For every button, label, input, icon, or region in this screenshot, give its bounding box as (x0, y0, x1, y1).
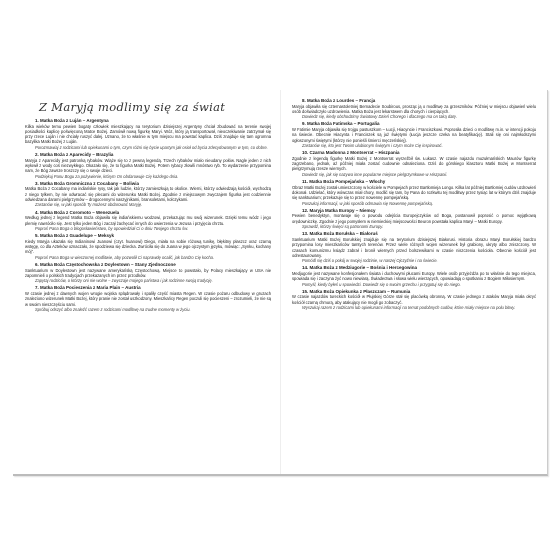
entry-body: W czasie najazdów tureckich kościół w Płujskiej Górze stał się placówką obronną. W czasie jednego z ataków Maryja miała okryć kościół czarną chmurą, aby atakujący nie mogli go zobaczyć. (292, 294, 536, 305)
entry-prayer: Spróbuj odszyć albo znaleźć razem z rodzicami modlitwę na trudne momenty w życiu. (35, 306, 191, 312)
left-page (25, 98, 271, 314)
entry-body: Według jednej z legend Matka Boża objawiła się indiańskiemu wodzowi, przekazując mu swój wizerunek. Dzięki temu wódz i jego plemię nawróciło się. Jest tylko jeden Bóg i zaczął żachęcać innych do uwierzenia w Jezusa i przyjęcia chrztu. (25, 215, 271, 226)
entry-prayer: Sprawdź, którzy święci są patronami Europy. (302, 224, 384, 230)
entry-body: Pewien benedyktyn, montwaje się o powodu odejścia Europejczyków od Boga, postanowił poprosić o pomoc wyjątkową orędowniczkę. Zgodnie z jego pomysłem w niemieckiej miejscowości Beuron powstała kaplica Maryi – Matki Europy. (292, 213, 536, 224)
entry-title: 14. Matka Boża z Medziugorie – Bośnia i Hercegowina (302, 265, 418, 271)
entry-body: W czasie jednej z dawnych wojen wrogie wojska splądrowały i spaliły część miasta Regen. W czasie pożaru odbudowy w gruzach znaleziono wizerunek Matki Bożej, który pranie nie został uszkodzony. Mieszkańcy Regen poczuli się pocieszeni – zrozumieli, że nie są w swoim nieszczęściu sami. (25, 290, 271, 307)
entry-body: Maryja z Aparecidy jest patronką rybaków. Wiąże się to z pewną legendą. Trzech rybaków miało nieudany połów. Nagle jeden z nich wyłowił z wody coś niezwykłego. Okazało się, że to figurka Matki Bożej. Potem rybacy złowili mnóstwo ryb. To wydarzenie przypomina nam, że Bóg zawsze troszczy się o swoje dzieci. (25, 157, 271, 174)
list-item (25, 181, 271, 208)
entry-body: Kiedy Maryja ukazała się Indianinowi Juanowi (czyt. huanowi) Diego, miała na sobie różową tunikę, błękitny płaszcz oraz czarną wstęgę, co dla Azteków oznaczało, że spodziewa się dziecka. Zwróciła się do Juana w jego ojczystym języku, mówiąc: „Synku, kochany mój”. (25, 238, 271, 255)
list-item (292, 150, 536, 177)
right-entries (292, 98, 536, 310)
entry-prayer: Zastanów się, w jaki sposób Ty możesz obdarować Maryję. (35, 202, 143, 208)
list-item (292, 121, 536, 148)
entry-prayer: Porozmawiaj z rodzicami lub opiekunami o tym, czym różni się bycie upartym jak osioł od bycia zdecydowanym w tym, co dobre. (35, 144, 268, 150)
list-item (25, 118, 271, 150)
entry-prayer: Zapytaj rodziców, o którzy oni nie wolne – zwyczaje mojego państwa i jak rodzinne swoją tradycję. (35, 278, 213, 284)
entry-title: 1. Matka Boża z Luján – Argentyna (35, 118, 109, 123)
entry-body: W Fatimie Maryja objawiła się trojgu pastuszkom – Łucji, Hiacyncie i Franciszkowi. Poprosiła dzieci o modlitwę m.in. w intencji pokoju na świecie. Obecnie Hiacynta i Franciszek są już świętymi (Łucja jeszcze czeka na beatyfikację). Stali się oni najmłodszymi ogłoszonymi świętymi (którzy nie ponieśli śmierci męczeńskiej). (292, 127, 536, 143)
entry-prayer: Pomódl się dziś o pokój w swojej rodzinie, w naszej Ojczyźnie i na świecie. (302, 258, 438, 264)
entry-prayer: Poszukaj informacji, w jaki sposób odmawia się Nowennę pompejańską. (302, 200, 434, 206)
entry-prayer: Dowiedz się, kiedy obchodzimy Światowy Dzień Chorego i dlaczego ma on taką datę. (302, 114, 457, 120)
list-item (25, 262, 271, 283)
entry-title: 6. Matka Boża Częstochowska z Doylestown – Stany Zjednoczone (35, 261, 176, 267)
list-item (292, 208, 536, 229)
entry-prayer: Dowiedz się, jak się nazywa inne popularne miejsce pielgrzymkowe w Hiszpanii. (302, 171, 448, 177)
entry-body: Matka Boża z Cocabany ma indiańskie rysy, tak jak ludzie, którzy zamieszkują to okolice. Wierni, którzy odwiedzają kościół, wychodzą z niego tylkem, by nie odwracać się plecami do wizerunku Matki Bożej. Zgodnie z miejscowym zwyczajem figurka jest codziennie odwiedzana darami pielgrzymów – drogocennymi naszyjnikami, bransoletami, kolczykami. (25, 186, 271, 203)
entry-title: 3. Matka Boża Gromniczna z Cocabany – Boliwia (35, 180, 140, 186)
list-item (292, 231, 536, 263)
list-item (292, 289, 536, 310)
entry-body: Sanktuarium Matki Bożej Borułskiej znajduje się na terytorium dzisiejszej Białorusi. Historia obrazu Maryi Borułskiej bardzo przypomina losy mieszkańców tamtych terenów. Przez wiele różnych wojen wizerunek był grabiony, ukryty albo zniszczony. W czasach komunizmu ksiądz zabrał i bronił wiernych przed bolszewikami w czasie niszczenia kościoła. Obecnie kościół jest odrestaurowany. (292, 236, 536, 258)
list-item (25, 285, 271, 312)
entry-title: 12. Maryja Matka Europy – Niemcy (302, 207, 376, 213)
entry-title: 9. Matka Boża Fatimska – Portugalia (302, 121, 380, 127)
entry-prayer: Zastanów się, kto jest Twoim ulubionym świętym i czym może Cię inspirować. (302, 142, 443, 148)
entry-body: Maryja objawiła się czternastoletniej Bernadecie Soubirous, prosząc ją o modlitwę za grzeszników. Później w miejscu objawień wielu osób doświadczyło uzdrowienia. Matka Boża jest lekarstwem dla chorych i cierpiących. (292, 103, 536, 114)
book-spine (280, 90, 281, 474)
entry-title: 8. Matka Boża z Lourdes – Francja (302, 98, 376, 103)
list-item (292, 98, 536, 119)
entry-body: Sanktuarium w Doylestown jest nazywane amerykańską Częstochową. Miejsce to powstało, by Polacy mieszkający w USA nie zapomnieli o polskich tradycjach przekazanych im przez przodków. (25, 267, 271, 278)
entry-body: Kilka wieków temu pewien bogaty człowiek mieszkający na terytorium dzisiejszej Argentyny chciał zbudować na terenie swojej posiadłości kaplicę poświęconą Matce Bożej. Zamówił nową figurkę Maryi. Wóz, który ją transportował, nieoczekiwanie zatrzymał się przy rzece Luján i nie chciały ruszyć dalej. Uznano, że to właśnie w tym miejscu ma powstać kaplica. Dziś znajduje się tam ogromna bazylika Matki Bożej z Luján. (25, 123, 271, 145)
entry-title: 2. Matka Boża z Aparecidy – Brazylia (35, 152, 114, 158)
entry-title: 7. Matka Boża Pocieszenia z Maria Plain – Austria (35, 285, 141, 291)
entry-title: 13. Matka Boża Borułska – Białoruś (302, 231, 378, 237)
page-title: Z Maryją modlimy się za świat (39, 100, 226, 114)
list-item (25, 210, 271, 231)
entry-body: Zgodnie z legendą figurkę Matki Bożej z Montserrat wyrzeźbił św. Łukasz. W czasie najazdu muzułmańskich Maurów figurkę zagrzebano, jednak, aż później miała zostać cudownie odnaleziona. Dziś do górskiego klasztoru Matki Bożej w Montserrat pielgrzymują rzesze wiernych. (292, 155, 536, 172)
list-item (292, 265, 536, 286)
entry-title: 11. Matka Boża Pompejańska – Włochy (302, 179, 386, 185)
entry-prayer: Podziękuj Panu Bogu za pożywienie, którym On obdarowuje Cię każdego dnia. (35, 173, 179, 179)
left-entries (25, 118, 271, 312)
entry-body: Obraz Matki Bożej został umieszczony w kościele w Pompejach przez Bartłomieja Longo. Kilka lat później Bartłomiej cudów uzdrowień dokonał. Udzielać, który wówczas miał chory, modlić się tam, by Pana do rozkwitu tej modlitwy przez tysiąc lat w którym dziś znajduje się sanktuarium; przekazuje się to przez nowennę pompejańską. (292, 184, 536, 201)
entry-title: 4. Matka Boża z Coromoto – Wenezuela (35, 209, 120, 215)
list-item (292, 179, 536, 206)
entry-prayer: Pomyśl, kiedy byłeś u spowiedzi. Dowiedz się o swoim grzechu i przygotuj się do niego. (302, 281, 461, 287)
right-page (292, 98, 536, 312)
entry-prayer: Poproś Pana Boga w wieczornej modlitwie, aby pozwolił Ci naprawdę ocalić, jak bardzo Cię kocha. (35, 254, 215, 260)
entry-prayer: Wyszukaj razem z rodzicami lub opiekunami informacji na temat podobnych cudów, które miały miejsce na polu bitwy. (302, 305, 516, 311)
entry-title: 5. Matka Boża z Guadelupe – Meksyk (35, 233, 115, 239)
entry-title: 10. Czarna Madonna z Montserrat – Hiszpania (302, 150, 400, 156)
list-item (25, 233, 271, 260)
entry-title: 15. Matka Boża Opiekunka z Płaszczam – Rumunia (302, 288, 411, 294)
list-item (25, 152, 271, 179)
entry-body: Medjugorie jest nazywane konfesjonałem świata i duchowymi płucami Europy. Wiele osób przyjeżdża po to właśnie do tego miejsca, spowiada się i zaczyna żyć nowo niewiarą. Świadectwa i słowa wielu wierzących, opowiadają o spotkaniu z Bogiem Miłosiernym. (292, 270, 536, 282)
entry-prayer: Poproś Pana Boga o błogosławieństwo, by opowiedział Ci o dniu Twojego chrztu św. (35, 225, 189, 231)
